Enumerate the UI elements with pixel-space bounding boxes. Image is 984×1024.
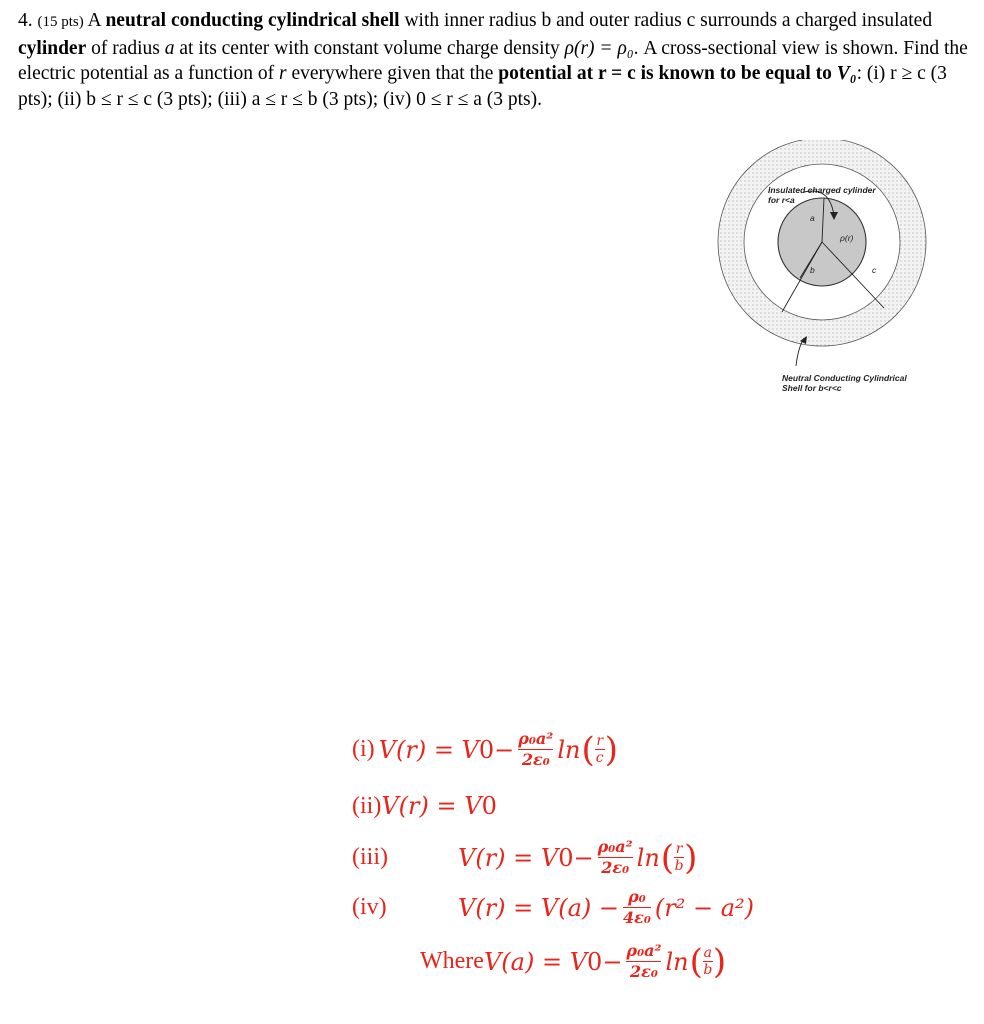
label-rho: ρ(r)	[840, 233, 854, 243]
problem-number: 4.	[18, 10, 33, 31]
label-a: a	[810, 213, 815, 223]
cross-section-diagram	[712, 140, 936, 410]
cylinder-cross-section	[712, 140, 936, 410]
top-label: Insulated charged cylinder for r<a	[768, 185, 876, 205]
answer-ii: (ii) V(r) = V 0	[352, 792, 497, 820]
answer-i: (i) V(r) = V 0 − $\frac{\text{ρ₀a²}}{\text{2ε₀}}$ ln ( $\frac{r}{c}$ )	[352, 729, 618, 770]
answer-where: Where V(a) = V 0 − $\frac{\text{ρ₀a²}}{\text{2ε₀}}$ ln ( $\frac{a}{b}$ )	[420, 941, 727, 982]
label-c: c	[872, 265, 877, 275]
fraction: $\frac{\text{ρ₀a²}}{\text{2ε₀}}$	[626, 941, 662, 981]
answer-iv: (iv) V(r) = V(a) − $\frac{\text{ρ₀}}{\text{4ε₀}}$ (r² − a²)	[352, 887, 755, 927]
label-b: b	[810, 265, 815, 275]
bottom-label: Neutral Conducting Cylindrical Shell for b<r<c	[782, 373, 907, 393]
problem-points: (15 pts)	[37, 14, 84, 30]
answers-block	[352, 730, 912, 1020]
charge-density: ρ(r) = ρ₀	[564, 37, 634, 59]
fraction: $\frac{\text{ρ₀a²}}{\text{2ε₀}}$	[518, 729, 554, 769]
fraction: $\frac{\text{ρ₀}}{\text{4ε₀}}$	[623, 887, 651, 927]
problem-statement: 4. (15 pts) A neutral conducting cylindrical shell with inner radius b and outer radius c surrounds a charged insulated cylinder of radius a at its center with constant volume charge density ρ(r) = ρ₀. A cross-sectional view is shown. Find the electric potential as a function of r everywhere given that the potential at r = c is known to be equal to V₀: (i) r ≥ c (3 pts); (ii) b ≤ r ≤ c (3 pts); (iii) a ≤ r ≤ b (3 pts); (iv) 0 ≤ r ≤ a (3 pts).	[18, 10, 968, 110]
fraction: $\frac{\text{ρ₀a²}}{\text{2ε₀}}$	[597, 837, 633, 877]
answer-iii: (iii) V(r) = V 0 − $\frac{\text{ρ₀a²}}{\text{2ε₀}}$ ln ( $\frac{r}{b}$ )	[352, 837, 698, 878]
